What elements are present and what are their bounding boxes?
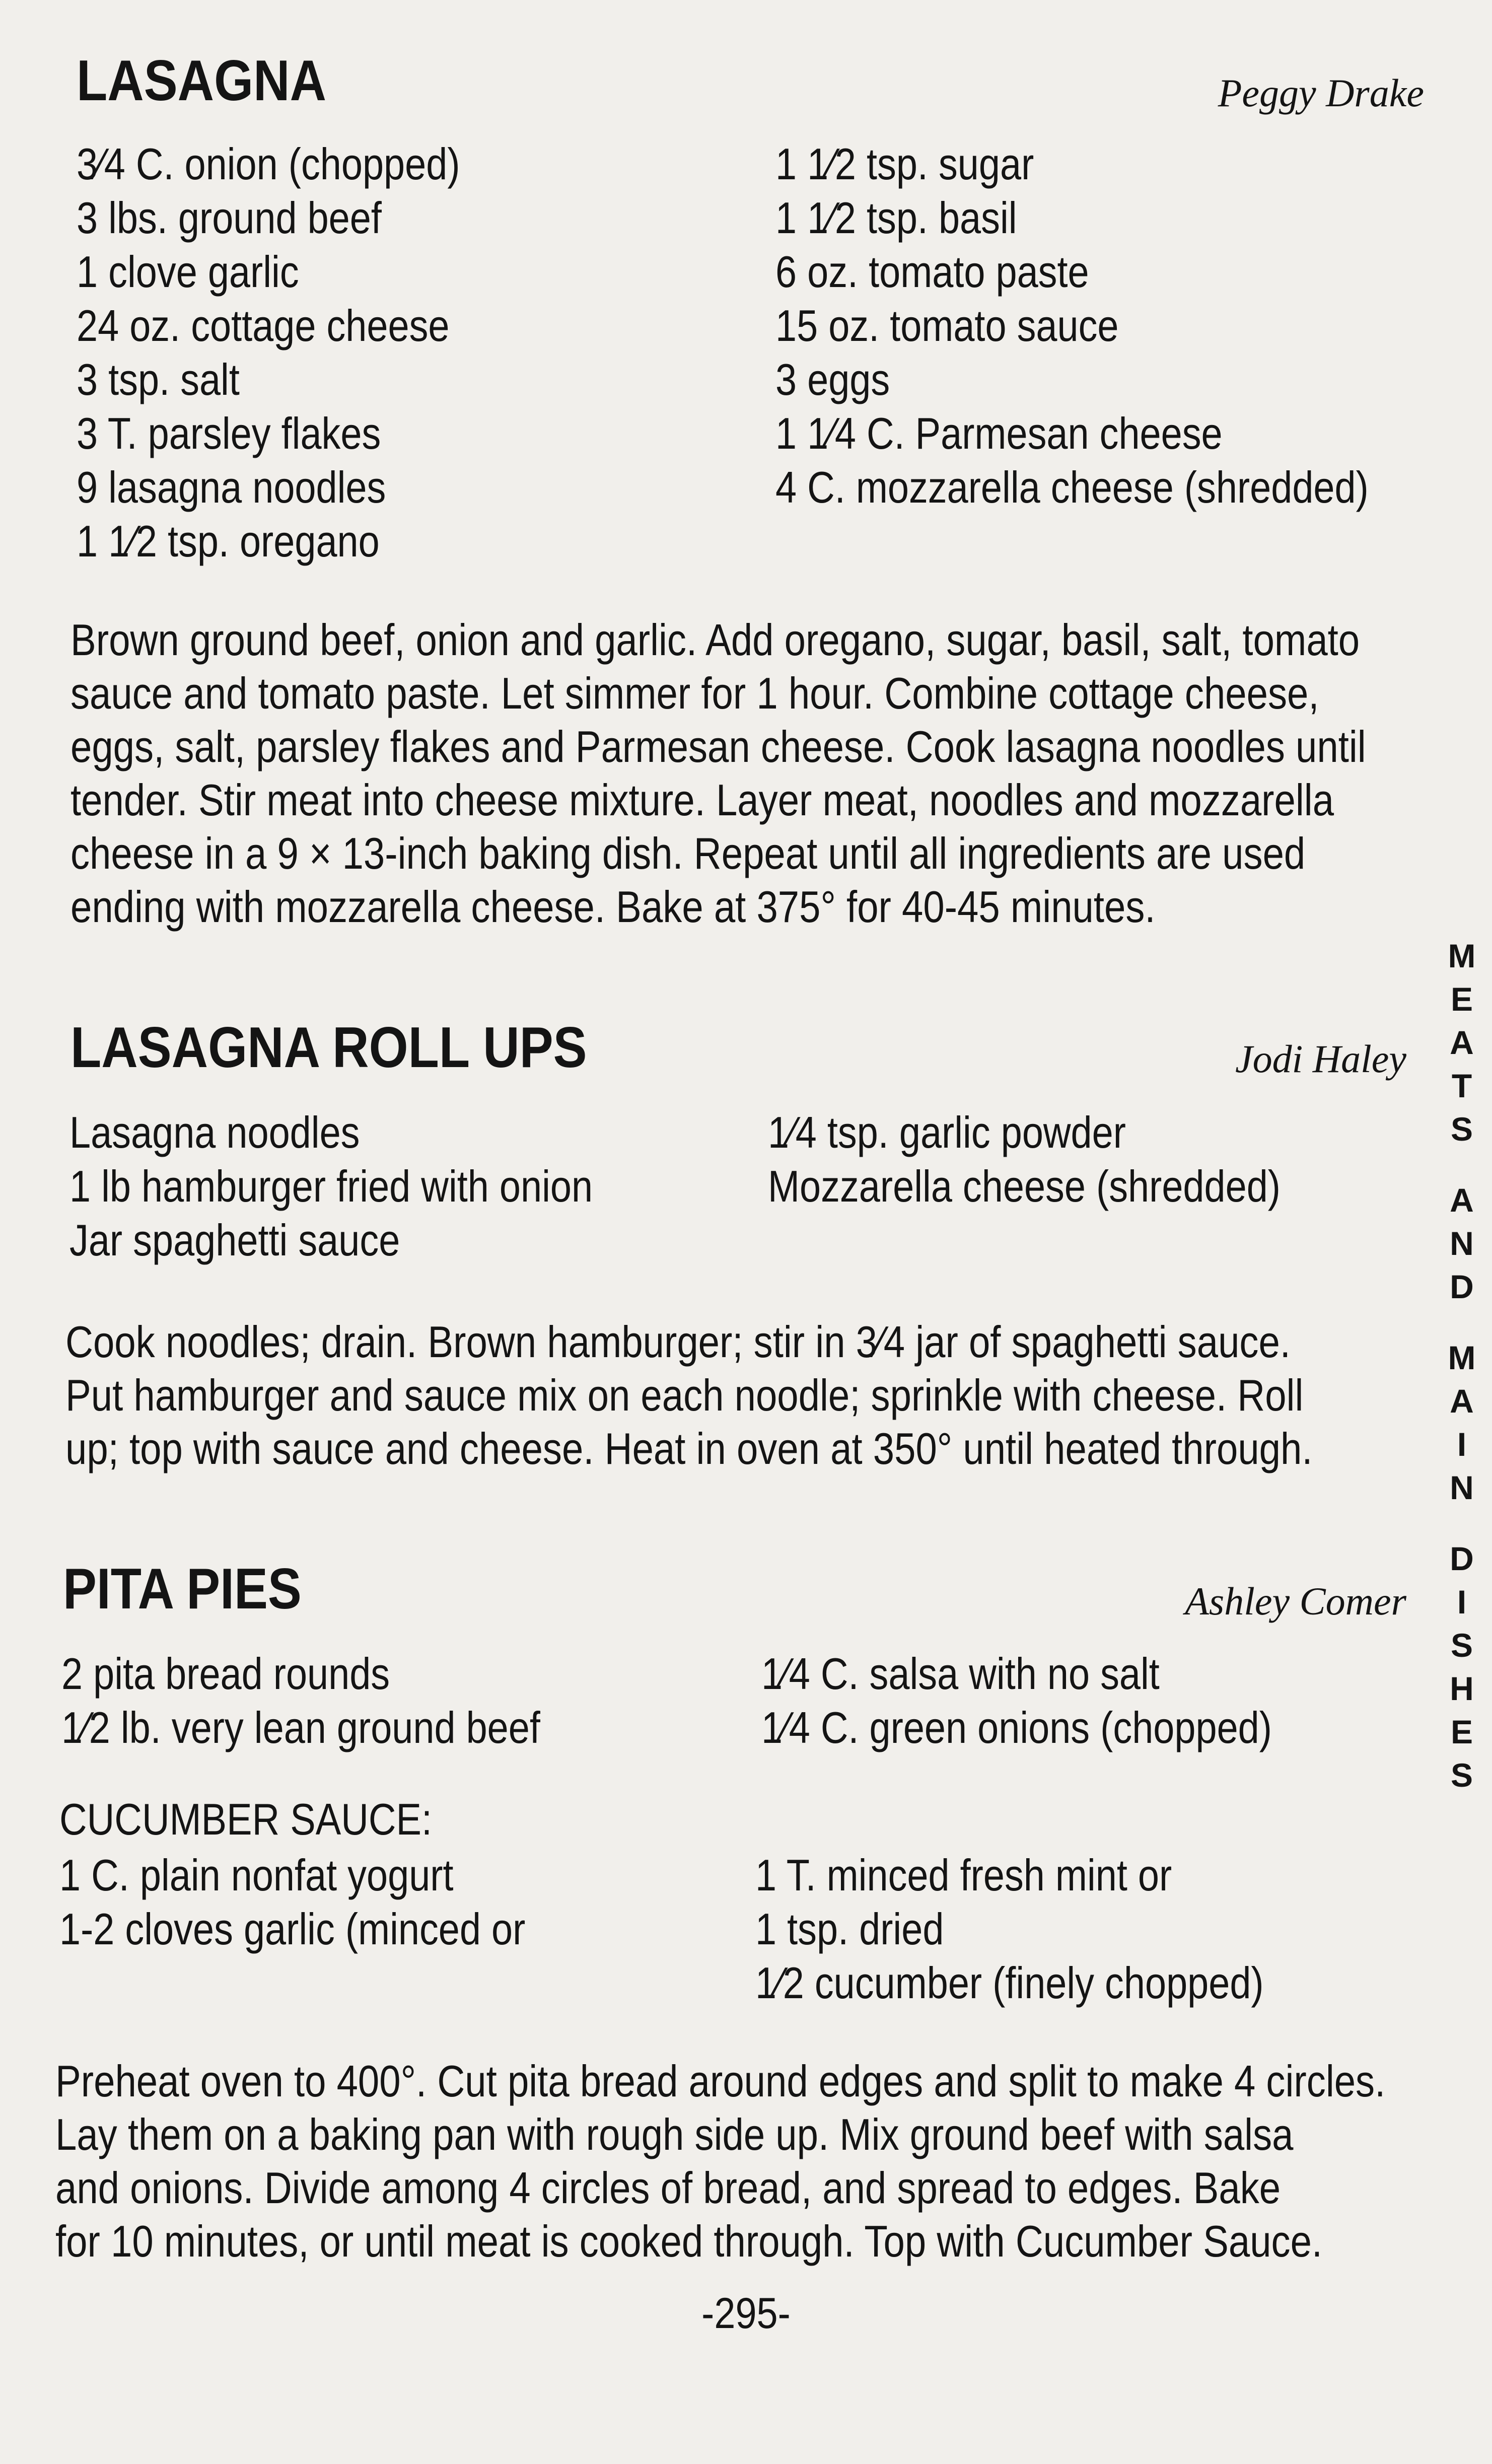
directions-line: and onions. Divide among 4 circles of bread, and spread to edges. Bake bbox=[55, 2163, 1281, 2213]
ingredient: 1⁄4 C. green onions (chopped) bbox=[761, 1703, 1272, 1752]
ingredient: 2 pita bread rounds bbox=[61, 1649, 390, 1699]
side-tab-letter: E bbox=[1450, 1713, 1473, 1750]
ingredient: 6 oz. tomato paste bbox=[775, 247, 1089, 297]
ingredient: 1 1⁄2 tsp. sugar bbox=[775, 139, 1034, 189]
recipe-author-lasagna: Peggy Drake bbox=[1218, 71, 1424, 115]
directions-lasagna bbox=[70, 613, 1366, 934]
ingredient: 9 lasagna noodles bbox=[77, 462, 386, 512]
ingredient: 1 1⁄4 C. Parmesan cheese bbox=[775, 408, 1223, 458]
directions-line: Brown ground beef, onion and garlic. Add oregano, sugar, basil, salt, tomato bbox=[70, 615, 1360, 665]
ingredient: 1 clove garlic bbox=[77, 247, 299, 297]
ingredient-list-roll-ups-left bbox=[69, 1105, 593, 1267]
ingredient: 1 1⁄2 tsp. oregano bbox=[77, 516, 380, 566]
directions-line: Put hamburger and sauce mix on each noodle; sprinkle with cheese. Roll bbox=[65, 1370, 1304, 1420]
recipe-title-roll-ups: LASAGNA ROLL UPS bbox=[70, 1016, 587, 1080]
ingredient-list-roll-ups-right bbox=[768, 1105, 1281, 1213]
ingredient-list-lasagna-left bbox=[77, 137, 460, 568]
side-tab-letter: H bbox=[1450, 1670, 1474, 1707]
ingredient: Jar spaghetti sauce bbox=[69, 1215, 400, 1265]
side-tab-letter: A bbox=[1450, 1024, 1474, 1061]
directions-line: ending with mozzarella cheese. Bake at 375° for 40-45 minutes. bbox=[70, 882, 1156, 932]
side-tab-letter: A bbox=[1450, 1382, 1474, 1420]
side-tab-letter: S bbox=[1450, 1627, 1473, 1664]
ingredient: 1 tsp. dried bbox=[755, 1904, 944, 1954]
recipe-title-pita-pies: PITA PIES bbox=[63, 1557, 302, 1621]
side-tab-letter: I bbox=[1457, 1583, 1467, 1621]
ingredient: 3 tsp. salt bbox=[77, 355, 240, 404]
ingredient: 1⁄4 tsp. garlic powder bbox=[768, 1107, 1126, 1157]
recipe-author-pita-pies: Ashley Comer bbox=[1185, 1579, 1406, 1623]
sauce-list-right bbox=[755, 1848, 1264, 2010]
directions-line: Preheat oven to 400°. Cut pita bread around edges and split to make 4 circles. bbox=[55, 2056, 1386, 2106]
section-side-tab bbox=[1442, 934, 1482, 1797]
side-tab-letter: S bbox=[1450, 1756, 1473, 1794]
ingredient: 1 1⁄2 tsp. basil bbox=[775, 193, 1017, 243]
ingredient: 1 lb hamburger fried with onion bbox=[69, 1161, 593, 1211]
ingredient-list-pita-left bbox=[61, 1647, 540, 1754]
page-number: -295- bbox=[701, 2289, 791, 2338]
ingredient: 1-2 cloves garlic (minced or bbox=[59, 1904, 526, 1954]
recipe-title-lasagna: LASAGNA bbox=[77, 49, 327, 113]
side-tab-letter: A bbox=[1450, 1181, 1474, 1219]
ingredient: 1 C. plain nonfat yogurt bbox=[59, 1850, 454, 1900]
ingredient: 1⁄2 cucumber (finely chopped) bbox=[755, 1958, 1264, 2008]
ingredient: 15 oz. tomato sauce bbox=[775, 301, 1119, 350]
side-tab-letter: E bbox=[1450, 980, 1473, 1018]
sauce-heading: CUCUMBER SAUCE: bbox=[59, 1794, 433, 1844]
side-tab-letter bbox=[1442, 1308, 1482, 1336]
directions-line: up; top with sauce and cheese. Heat in oven at 350° until heated through. bbox=[65, 1424, 1313, 1473]
side-tab-letter: S bbox=[1450, 1110, 1473, 1148]
ingredient: Mozzarella cheese (shredded) bbox=[768, 1161, 1281, 1211]
directions-pita-pies bbox=[55, 2055, 1385, 2268]
directions-line: cheese in a 9 × 13-inch baking dish. Repeat until all ingredients are used bbox=[70, 828, 1306, 878]
directions-line: Cook noodles; drain. Brown hamburger; stir in 3⁄4 jar of spaghetti sauce. bbox=[65, 1317, 1291, 1367]
ingredient: 24 oz. cottage cheese bbox=[77, 301, 450, 350]
ingredient: 1⁄2 lb. very lean ground beef bbox=[61, 1703, 540, 1752]
side-tab-letter: N bbox=[1450, 1469, 1474, 1506]
ingredient: Lasagna noodles bbox=[69, 1107, 360, 1157]
recipe-author-roll-ups: Jodi Haley bbox=[1235, 1037, 1406, 1081]
side-tab-letter: N bbox=[1450, 1225, 1474, 1262]
ingredient: 3⁄4 C. onion (chopped) bbox=[77, 139, 460, 189]
ingredient: 4 C. mozzarella cheese (shredded) bbox=[775, 462, 1369, 512]
directions-line: eggs, salt, parsley flakes and Parmesan cheese. Cook lasagna noodles until bbox=[70, 722, 1366, 771]
ingredient: 3 T. parsley flakes bbox=[77, 408, 381, 458]
side-tab-letter: D bbox=[1450, 1540, 1474, 1577]
side-tab-letter: M bbox=[1448, 937, 1476, 974]
directions-line: for 10 minutes, or until meat is cooked through. Top with Cucumber Sauce. bbox=[55, 2216, 1323, 2266]
directions-line: tender. Stir meat into cheese mixture. Layer meat, noodles and mozzarella bbox=[70, 775, 1334, 825]
ingredient: 3 lbs. ground beef bbox=[77, 193, 382, 243]
side-tab-letter bbox=[1442, 1151, 1482, 1178]
side-tab-letter: M bbox=[1448, 1339, 1476, 1376]
directions-line: sauce and tomato paste. Let simmer for 1 hour. Combine cottage cheese, bbox=[70, 668, 1319, 718]
ingredient: 3 eggs bbox=[775, 355, 890, 404]
ingredient-list-lasagna-right bbox=[775, 137, 1369, 514]
side-tab-letter: D bbox=[1450, 1268, 1474, 1305]
directions-roll-ups bbox=[65, 1315, 1312, 1475]
side-tab-letter: I bbox=[1457, 1426, 1467, 1463]
ingredient-list-pita-right bbox=[761, 1647, 1272, 1754]
sauce-list-left bbox=[59, 1848, 525, 1956]
side-tab-letter bbox=[1442, 1509, 1482, 1537]
ingredient: 1⁄4 C. salsa with no salt bbox=[761, 1649, 1160, 1699]
ingredient: 1 T. minced fresh mint or bbox=[755, 1850, 1172, 1900]
side-tab-letter: T bbox=[1451, 1067, 1472, 1104]
directions-line: Lay them on a baking pan with rough side up. Mix ground beef with salsa bbox=[55, 2109, 1294, 2159]
